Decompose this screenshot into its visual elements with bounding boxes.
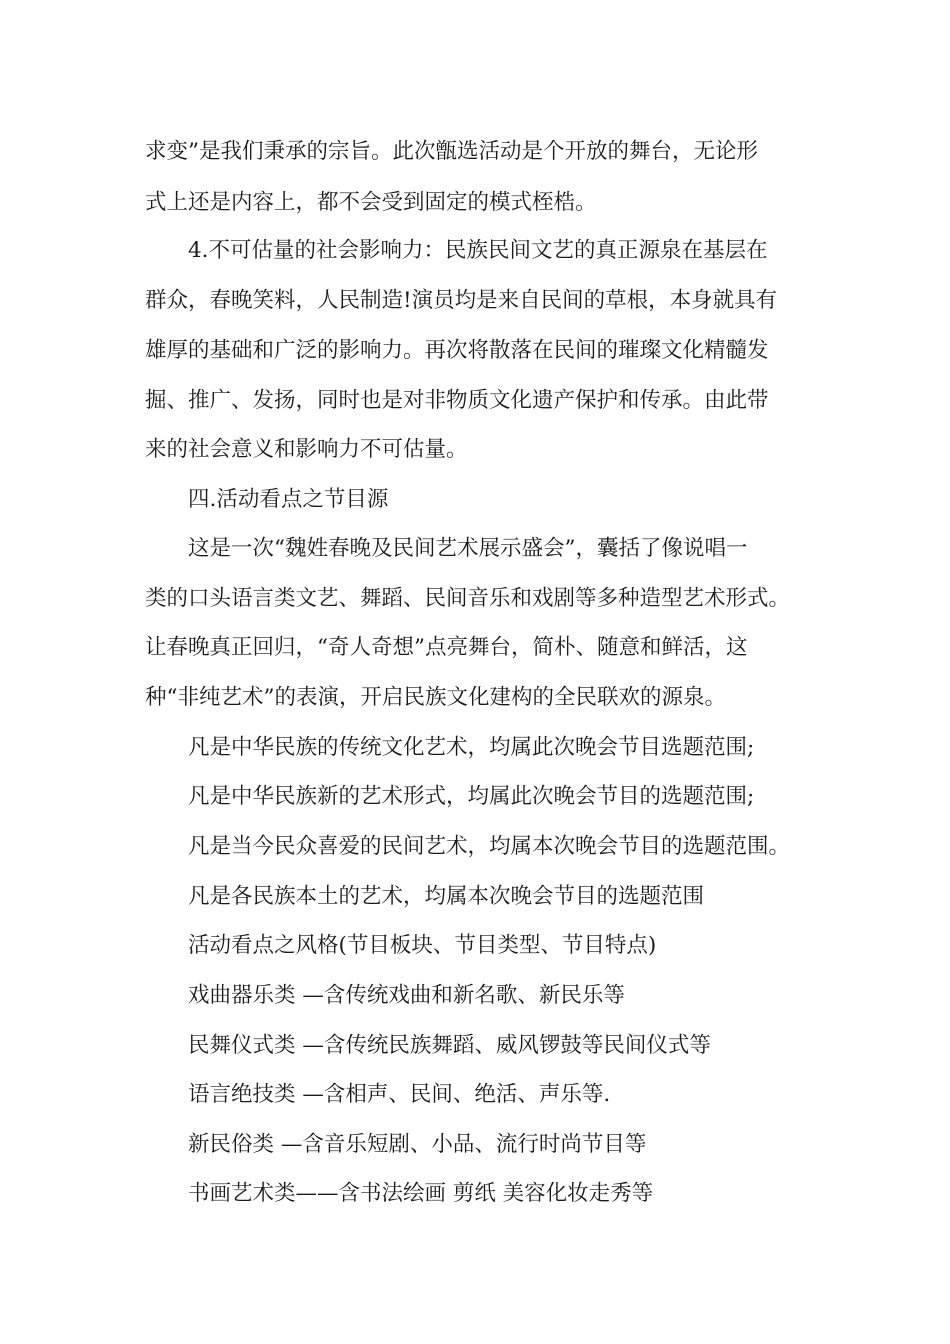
text-line: 来的社会意义和影响力不可估量。	[145, 437, 468, 462]
list-item: 新民俗类 —含音乐短剧、小品、流行时尚节目等	[188, 1132, 647, 1157]
text-line: 种“非纯艺术”的表演，开启民族文化建构的全民联欢的源泉。	[145, 685, 726, 710]
list-item: 民舞仪式类 —含传统民族舞蹈、威风锣鼓等民间仪式等	[188, 1033, 711, 1058]
text-line: 凡是中华民族的传统文化艺术，均属此次晚会节目选题范围;	[188, 735, 755, 760]
text-line: 活动看点之风格(节目板块、节目类型、节目特点)	[188, 933, 657, 958]
text-line: 让春晚真正回归，“奇人奇想”点亮舞台，简朴、随意和鲜活，这	[145, 635, 748, 660]
text-line: 这是一次“魏姓春晚及民间艺术展示盛会”，囊括了像说唱一	[188, 536, 748, 561]
text-line: 群众，春晚笑料，人民制造!演员均是来自民间的草根，本身就具有	[145, 288, 778, 313]
text-line: 凡是各民族本土的艺术，均属本次晚会节目的选题范围	[188, 884, 705, 909]
text-line: 类的口头语言类文艺、舞蹈、民间音乐和戏剧等多种造型艺术形式。	[145, 586, 791, 611]
text-line: 4.不可估量的社会影响力：民族民间文艺的真正源泉在基层在	[188, 238, 768, 263]
text-line: 凡是中华民族新的艺术形式，均属此次晚会节目的选题范围;	[188, 784, 755, 809]
list-item: 戏曲器乐类 —含传统戏曲和新名歌、新民乐等	[188, 983, 625, 1008]
list-item: 语言绝技类 —含相声、民间、绝活、声乐等.	[188, 1082, 611, 1107]
text-line: 求变”是我们秉承的宗旨。此次甑选活动是个开放的舞台，无论形	[145, 139, 758, 164]
text-line: 掘、推广、发扬，同时也是对非物质文化遗产保护和传承。由此带	[145, 388, 769, 413]
list-item: 书画艺术类——含书法绘画 剪纸 美容化妆走秀等	[188, 1181, 654, 1206]
text-line: 雄厚的基础和广泛的影响力。再次将散落在民间的璀璨文化精髓发	[145, 338, 769, 363]
section-heading: 四.活动看点之节目源	[188, 487, 389, 512]
text-line: 凡是当今民众喜爱的民间艺术，均属本次晚会节目的选题范围。	[188, 834, 791, 859]
text-line: 式上还是内容上，都不会受到固定的模式桎梏。	[145, 190, 597, 215]
